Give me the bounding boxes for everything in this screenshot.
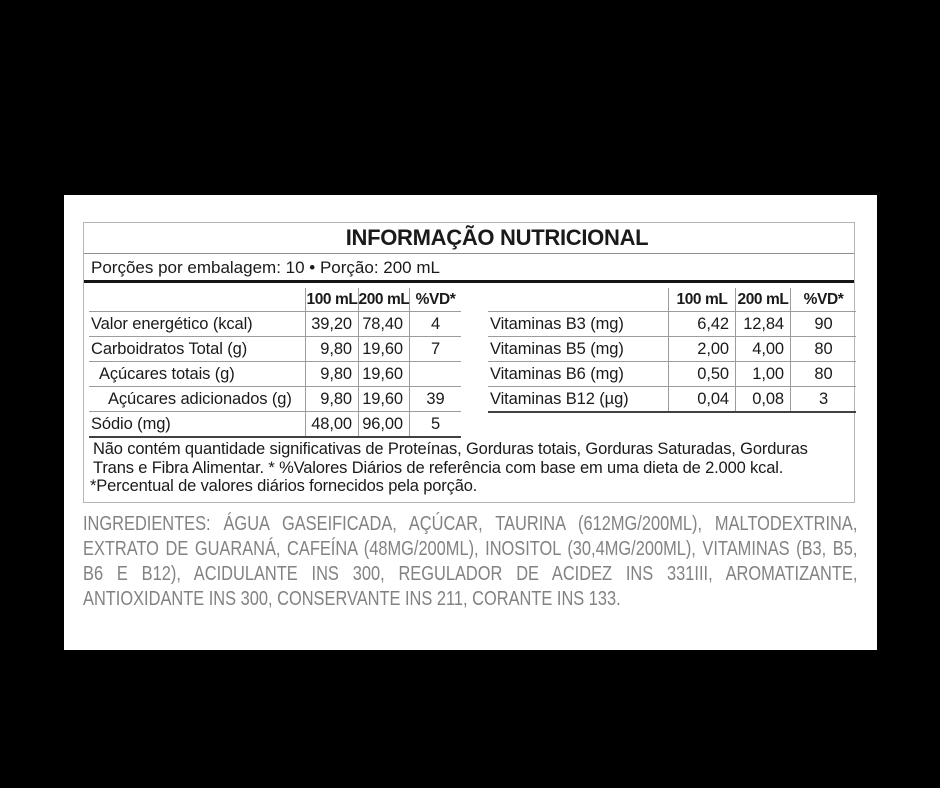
nutrition-facts-box [83, 222, 855, 503]
ingredients-list: INGREDIENTES: ÁGUA GASEIFICADA, AÇÚCAR, TAURINA (612MG/200ML), MALTODEXTRINA, EXTRATO DE GUARANÁ, CAFEÍNA (48MG/200ML), INOSITOL (30,4MG/200ML), VITAMINAS (B3, B5, B6 E B12), ACIDULANTE INS 300, REGULADOR DE ACIDEZ INS 331III, AROMATIZANTE, ANTIOXIDANTE INS 300, CONSERVANTE INS 211, CORANTE INS 133. [83, 512, 858, 610]
value-per-100ml: 9,80 [305, 361, 358, 386]
value-per-100ml: 39,20 [305, 311, 358, 336]
footnote-significant-amounts: Não contém quantidade significativas de Proteínas, Gorduras totais, Gorduras Saturadas, Gorduras Trans e Fibra Alimentar. * %Valores Diários de referência com base em uma dieta de 2.000 kcal. [93, 440, 808, 477]
header-200ml: 200 mL [735, 288, 790, 311]
value-per-100ml: 9,80 [305, 336, 358, 361]
nutrition-title: INFORMAÇÃO NUTRICIONAL [345, 225, 649, 250]
value-vd-percent: 90 [790, 311, 856, 336]
vitamin-name: Vitaminas B5 (mg) [488, 336, 668, 361]
value-vd-percent: 7 [409, 336, 461, 361]
header-vd: %VD* [790, 288, 856, 311]
value-per-200ml: 12,84 [735, 311, 790, 336]
daily-values-footnote [90, 440, 849, 496]
value-per-200ml: 19,60 [358, 386, 409, 411]
value-per-100ml: 6,42 [668, 311, 735, 336]
nutrient-name: Açúcares totais (g) [89, 361, 305, 386]
nutrient-name: Valor energético (kcal) [89, 311, 305, 336]
value-per-200ml: 19,60 [358, 361, 409, 386]
value-per-200ml: 4,00 [735, 336, 790, 361]
header-100ml: 100 mL [305, 288, 358, 311]
value-vd-percent: 80 [790, 361, 856, 386]
nutrient-name: Carboidratos Total (g) [89, 336, 305, 361]
footnote-percent-daily-values: *Percentual de valores diários fornecidos pela porção. [90, 477, 478, 496]
title-row [84, 223, 854, 254]
header-100ml: 100 mL [668, 288, 735, 311]
value-per-100ml: 2,00 [668, 336, 735, 361]
header-200ml: 200 mL [358, 288, 409, 311]
value-vd-percent: 3 [790, 386, 856, 411]
nutrient-name: Sódio (mg) [89, 411, 305, 436]
vitamin-name: Vitaminas B6 (mg) [488, 361, 668, 386]
value-per-200ml: 19,60 [358, 336, 409, 361]
servings-line: Porções por embalagem: 10 • Porção: 200 mL [84, 255, 854, 283]
header-vd: %VD* [409, 288, 461, 311]
value-per-200ml: 96,00 [358, 411, 409, 436]
value-per-200ml: 78,40 [358, 311, 409, 336]
value-vd-percent: 4 [409, 311, 461, 336]
header-spacer [488, 288, 668, 311]
ingredients-section [83, 511, 857, 611]
value-per-100ml: 0,04 [668, 386, 735, 411]
nutrient-table-left [89, 288, 461, 438]
value-per-200ml: 0,08 [735, 386, 790, 411]
value-per-100ml: 48,00 [305, 411, 358, 436]
value-per-100ml: 9,80 [305, 386, 358, 411]
value-per-200ml: 1,00 [735, 361, 790, 386]
nutrient-name: Açúcares adicionados (g) [89, 386, 305, 411]
value-vd-percent: 5 [409, 411, 461, 436]
value-vd-percent: 80 [790, 336, 856, 361]
header-spacer [89, 288, 305, 311]
nutrition-label-panel [64, 195, 877, 650]
value-vd-percent: 39 [409, 386, 461, 411]
vitamin-table-right [488, 288, 856, 413]
value-vd-percent [409, 361, 461, 386]
vitamin-name: Vitaminas B12 (µg) [488, 386, 668, 411]
vitamin-name: Vitaminas B3 (mg) [488, 311, 668, 336]
value-per-100ml: 0,50 [668, 361, 735, 386]
